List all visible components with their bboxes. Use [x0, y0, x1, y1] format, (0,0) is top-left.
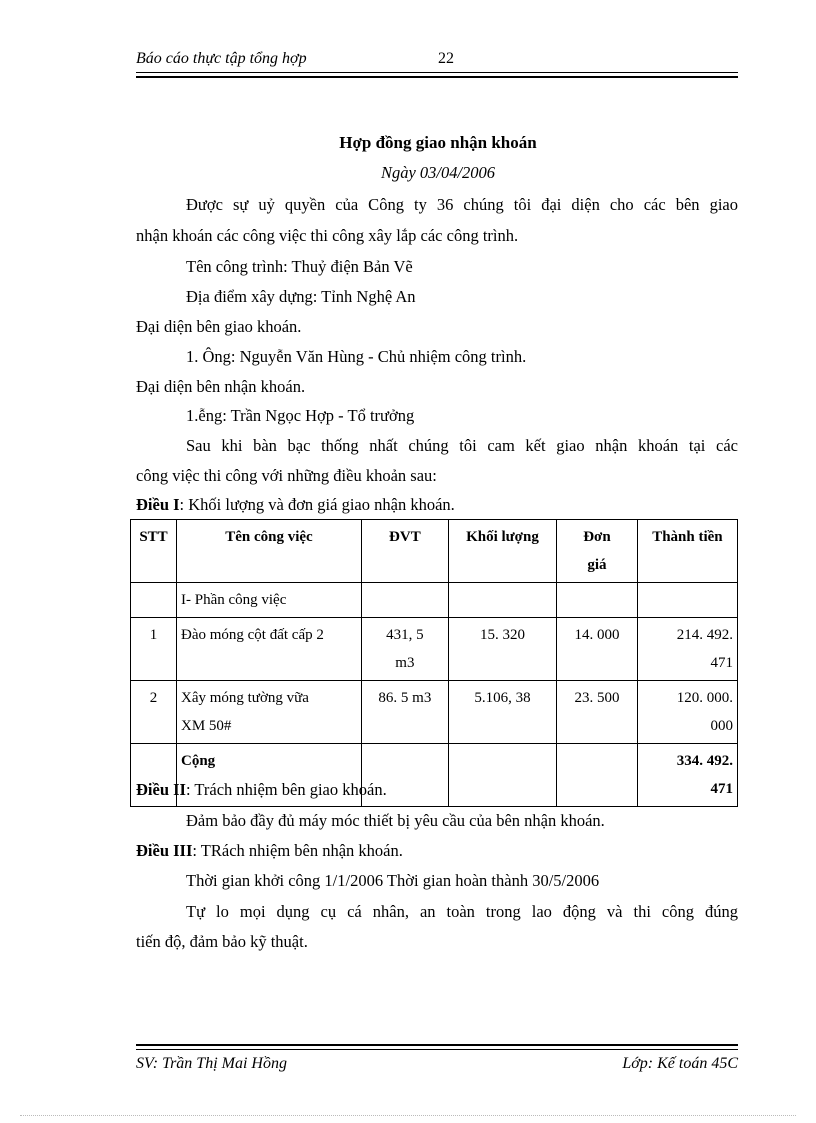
footer-student: SV: Trần Thị Mai Hồng — [136, 1055, 287, 1072]
header-rule-bottom — [136, 76, 738, 78]
sum-total: 334. 492. 471 — [637, 744, 737, 807]
header-unit: ĐVT — [361, 520, 448, 583]
table-header-row — [131, 520, 738, 583]
article3-body1: Thời gian khởi công 1/1/2006 Thời gian hoàn thành 30/5/2006 — [186, 871, 600, 890]
table-row: 2 Xây móng tường vữa XM 50# 86. 5 m3 5.106, 38 23. 500 120. 000. 000 — [131, 681, 738, 744]
article3-label: Điều III — [136, 841, 193, 860]
sum-label: Cộng — [176, 744, 361, 807]
header-price-line2: giá — [587, 557, 607, 573]
page-header — [136, 50, 738, 72]
contract-date: Ngày 03/04/2006 — [380, 163, 496, 182]
para2-line1: Sau khi bàn bạc thống nhất chúng tôi cam kết giao nhận khoán tại các — [186, 436, 738, 455]
header-price-line1: Đơn — [583, 529, 611, 545]
article2-body: Đảm bảo đầy đủ máy móc thiết bị yêu cầu của bên nhận khoán. — [186, 811, 605, 830]
article3-heading — [136, 840, 403, 862]
project-location: Địa điểm xây dựng: Tỉnh Nghệ An — [186, 287, 416, 306]
header-rule-top — [136, 72, 738, 73]
article1-text: : Khối lượng và đơn giá giao nhận khoán. — [179, 495, 455, 514]
header-name: Tên công việc — [176, 520, 361, 583]
table-row: 1 Đào móng cột đất cấp 2 431, 5 m3 15. 320 14. 000 214. 492. 471 — [131, 618, 738, 681]
table-section-row — [131, 583, 738, 618]
article3-body2-line2: tiến độ, đảm bảo kỹ thuật. — [136, 932, 308, 951]
article2-text: : Trách nhiệm bên giao khoán. — [185, 780, 387, 799]
header-qty: Khối lượng — [448, 520, 556, 583]
project-name: Tên công trình: Thuỷ điện Bản Vẽ — [186, 257, 413, 276]
article3-body2-line1: Tự lo mọi dụng cụ cá nhân, an toàn trong lao động và thi công đúng — [186, 902, 738, 921]
footer-rule-bottom — [136, 1049, 738, 1050]
footer-class: Lớp: Kế toán 45C — [622, 1055, 738, 1072]
receiver-person: 1.ễng: Trần Ngọc Hợp - Tổ trưởng — [186, 406, 415, 425]
work-table — [130, 519, 738, 807]
receiver-label: Đại diện bên nhận khoán. — [136, 377, 306, 396]
para1-line2: nhận khoán các công việc thi công xây lắp các công trình. — [136, 226, 519, 245]
article3-text: : TRách nhiệm bên nhận khoán. — [192, 841, 403, 860]
page-footer — [136, 1055, 738, 1073]
page-number: 22 — [438, 50, 454, 67]
giver-label: Đại diện bên giao khoán. — [136, 317, 302, 336]
header-price — [557, 520, 638, 583]
article1-label: Điều I — [136, 495, 180, 514]
article1-heading — [136, 494, 455, 516]
para2-line2: công việc thi công với những điều khoản sau: — [136, 466, 437, 485]
header-title: Báo cáo thực tập tổng hợp — [136, 50, 307, 67]
page-bottom-divider — [20, 1115, 796, 1116]
header-total: Thành tiền — [637, 520, 737, 583]
footer-rule-top — [136, 1044, 738, 1046]
section-label: I- Phần công việc — [176, 583, 361, 618]
article2-heading — [136, 779, 387, 801]
article2-label: Điều II — [136, 780, 186, 799]
giver-person: 1. Ông: Nguyễn Văn Hùng - Chủ nhiệm công trình. — [186, 347, 527, 366]
contract-title: Hợp đồng giao nhận khoán — [339, 133, 537, 152]
header-stt: STT — [131, 520, 177, 583]
para1-line1: Được sự uỷ quyền của Công ty 36 chúng tôi đại diện cho các bên giao — [186, 195, 738, 214]
